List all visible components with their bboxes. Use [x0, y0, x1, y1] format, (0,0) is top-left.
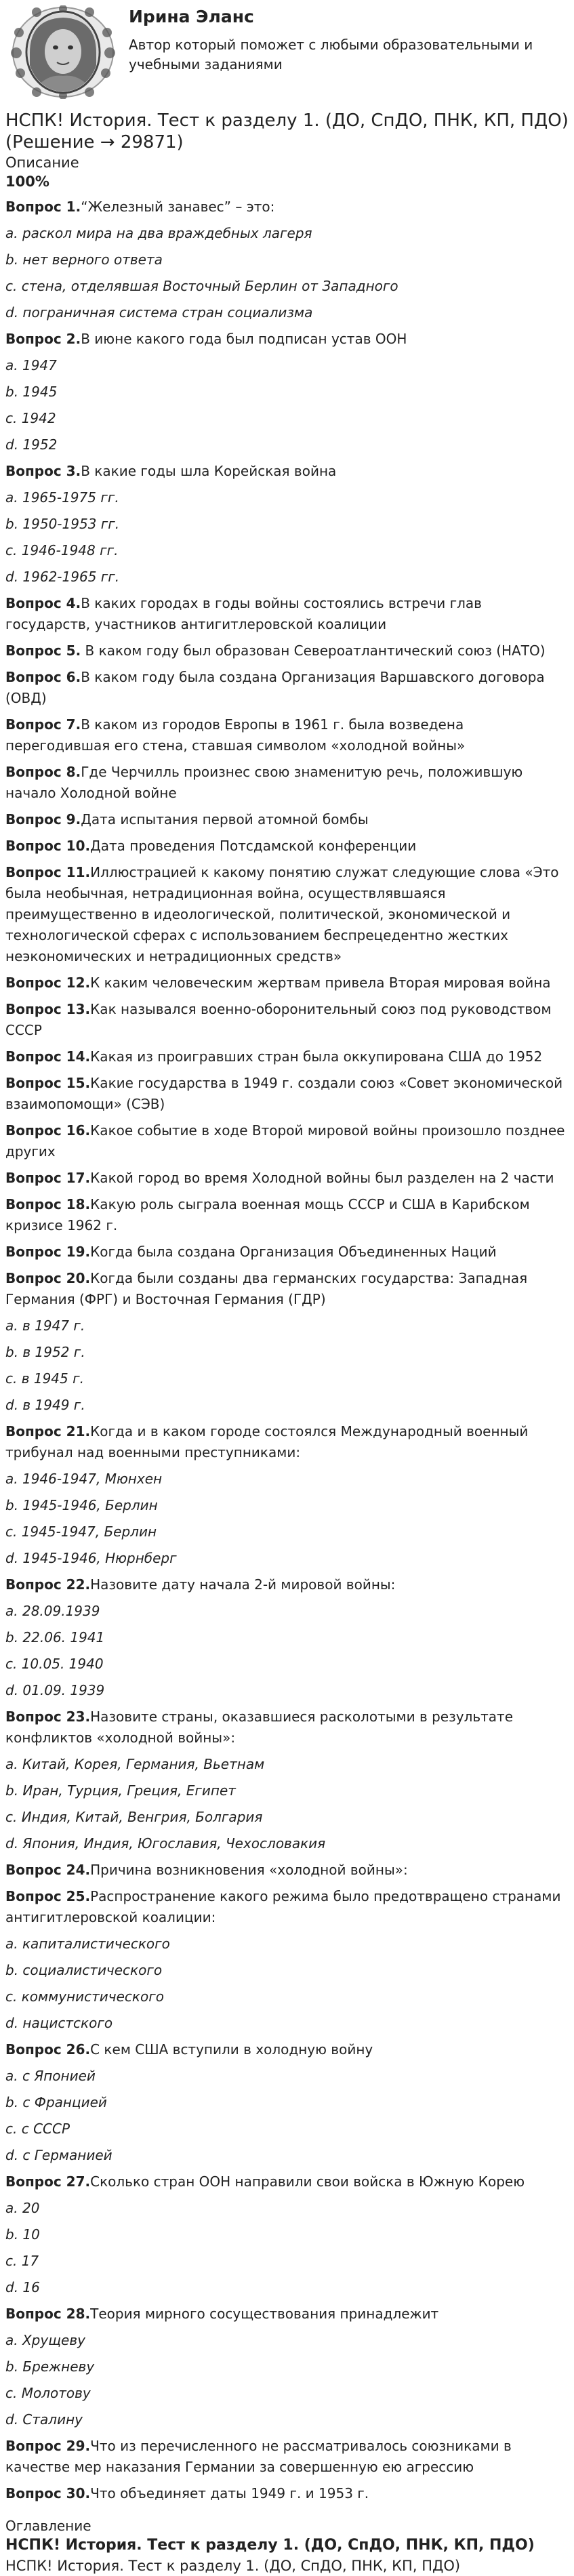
- question-3: [5, 461, 569, 482]
- answer-option: d. с Германией: [5, 2147, 112, 2163]
- question-text: Назовите дату начала 2-й мировой войны:: [90, 1576, 396, 1593]
- answer-option: a. Китай, Корея, Германия, Вьетнам: [5, 1756, 265, 1772]
- answer-option: b. 10: [5, 2226, 40, 2243]
- question-text: Где Черчилль произнес свою знаменитую речь, положившую начало Холодной войне: [5, 764, 523, 801]
- question-label: Вопрос 11.: [5, 864, 91, 880]
- toc-item[interactable]: НСПК! История. Тест к разделу 1. (ДО, СпДО, ПНК, КП, ПДО): [5, 2558, 461, 2574]
- author-description: Автор который поможет с любыми образовательными и учебными заданиями: [129, 37, 533, 73]
- question-text: Дата проведения Потсдамской конференции: [90, 838, 417, 854]
- answer-option: b. с Францией: [5, 2094, 107, 2110]
- answer-option: c. стена, отделявшая Восточный Берлин от Западного: [5, 278, 398, 294]
- answer-option: c. 17: [5, 2253, 39, 2269]
- question-text: “Железный занавес” – это:: [81, 199, 275, 215]
- question-label: Вопрос 14.: [5, 1048, 91, 1065]
- question-13: [5, 999, 569, 1041]
- description-label: Описание: [5, 155, 79, 171]
- answer-option: a. 1965-1975 гг.: [5, 489, 119, 506]
- answer-option: b. Иран, Турция, Греция, Египет: [5, 1782, 236, 1799]
- answer-option: d. Япония, Индия, Югославия, Чехословакия: [5, 1835, 326, 1852]
- answer-option: d. 1962-1965 гг.: [5, 569, 120, 585]
- question-text: Назовите страны, оказавшиеся расколотыми в результате конфликтов «холодной войны»:: [5, 1709, 514, 1746]
- question-25: [5, 1886, 569, 1928]
- question-text: Какая из проигравших стран была оккупирована США до 1952: [90, 1048, 543, 1065]
- question-text: К каким человеческим жертвам привела Вторая мировая война: [90, 975, 551, 991]
- question-1: [5, 197, 569, 218]
- question-4: [5, 593, 569, 635]
- question-14: [5, 1046, 569, 1067]
- question-15: [5, 1073, 569, 1115]
- answer-option: d. нацистского: [5, 2015, 113, 2031]
- question-22: [5, 1574, 569, 1595]
- question-text: В каких городах в годы войны состоялись встречи глав государств, участников антигитлеровской коалиции: [5, 595, 482, 632]
- answer-option: c. в 1945 г.: [5, 1370, 84, 1387]
- author-info: [129, 5, 535, 75]
- question-text: Сколько стран ООН направили свои войска в Южную Корею: [90, 2173, 525, 2190]
- question-text: Иллюстрацией к какому понятию служат следующие слова «Это была необычная, нетрадиционная война, осуществлявшаяся преимущественно в идеологической, политической, экономической и технологической сферах с использованием беспрецедентно жестких неэкономических и нетрадиционных средств»: [5, 864, 559, 964]
- author-avatar: [9, 5, 117, 99]
- question-30: [5, 2483, 569, 2504]
- question-text: Какую роль сыграла военная мощь СССР и США в Карибском кризисе 1962 г.: [5, 1196, 530, 1233]
- answer-option: a. с Японией: [5, 2068, 96, 2084]
- question-23: [5, 1706, 569, 1749]
- answer-option: b. нет верного ответа: [5, 251, 163, 268]
- question-16: [5, 1120, 569, 1162]
- answer-option: d. 1952: [5, 436, 58, 453]
- question-label: Вопрос 29.: [5, 2438, 91, 2454]
- answer-option: a. раскол мира на два враждебных лагеря: [5, 225, 312, 241]
- question-label: Вопрос 9.: [5, 811, 81, 827]
- question-text: Какой город во время Холодной войны был разделен на 2 части: [90, 1170, 554, 1186]
- answer-option: d. 16: [5, 2279, 40, 2295]
- question-label: Вопрос 13.: [5, 1001, 91, 1017]
- question-label: Вопрос 6.: [5, 669, 81, 685]
- answer-option: a. капиталистического: [5, 1936, 170, 1952]
- author-block: [5, 5, 569, 107]
- question-19: [5, 1242, 569, 1263]
- question-text: Что из перечисленного не рассматривалось союзниками в качестве мер наказания Германии за совершенную ею агрессию: [5, 2438, 512, 2475]
- question-text: В каком из городов Европы в 1961 г. была возведена перегодившая его стена, ставшая символом «холодной войны»: [5, 716, 466, 754]
- question-label: Вопрос 4.: [5, 595, 81, 611]
- question-2: [5, 329, 569, 350]
- question-label: Вопрос 2.: [5, 331, 81, 347]
- question-9: [5, 809, 569, 830]
- question-text: Какое событие в ходе Второй мировой войны произошло позднее других: [5, 1122, 565, 1160]
- answer-option: b. в 1952 г.: [5, 1344, 85, 1360]
- answer-option: c. 1942: [5, 410, 56, 426]
- question-7: [5, 714, 569, 756]
- question-18: [5, 1194, 569, 1236]
- answer-option: d. 1945-1946, Нюрнберг: [5, 1550, 177, 1566]
- question-6: [5, 667, 569, 709]
- question-text: В каком году была создана Организация Варшавского договора (ОВД): [5, 669, 545, 706]
- answer-option: d. 01.09. 1939: [5, 1682, 105, 1698]
- answer-option: a. 1947: [5, 357, 57, 373]
- document-title: НСПК! История. Тест к разделу 1. (ДО, СпДО, ПНК, КП, ПДО) (Решение → 29871): [5, 110, 569, 152]
- question-text: В июне какого года был подписан устав ООН: [81, 331, 407, 347]
- question-label: Вопрос 26.: [5, 2041, 91, 2058]
- question-text: Как назывался военно-оборонительный союз под руководством СССР: [5, 1001, 552, 1038]
- question-text: С кем США вступили в холодную войну: [90, 2041, 373, 2058]
- question-label: Вопрос 20.: [5, 1270, 91, 1286]
- answer-option: c. 1945-1947, Берлин: [5, 1524, 157, 1540]
- question-text: Когда была создана Организация Объединенных Наций: [90, 1244, 497, 1260]
- question-label: Вопрос 25.: [5, 1888, 91, 1904]
- author-name[interactable]: Ирина Эланс: [129, 7, 254, 26]
- toc-heading[interactable]: НСПК! История. Тест к разделу 1. (ДО, СпДО, ПНК, КП, ПДО): [5, 2537, 535, 2554]
- question-text: В какие годы шла Корейская война: [81, 463, 337, 479]
- question-label: Вопрос 3.: [5, 463, 81, 479]
- question-label: Вопрос 8.: [5, 764, 81, 780]
- answer-option: a. в 1947 г.: [5, 1317, 85, 1334]
- question-label: Вопрос 7.: [5, 716, 81, 733]
- question-label: Вопрос 22.: [5, 1576, 91, 1593]
- answer-option: b. 22.06. 1941: [5, 1629, 105, 1645]
- question-24: [5, 1860, 569, 1881]
- question-29: [5, 2436, 569, 2478]
- question-12: [5, 973, 569, 994]
- question-text: Что объединяет даты 1949 г. и 1953 г.: [90, 2485, 369, 2501]
- question-text: Когда были созданы два германских государства: Западная Германия (ФРГ) и Восточная Германия (ГДР): [5, 1270, 528, 1307]
- answer-option: d. в 1949 г.: [5, 1397, 85, 1413]
- answer-option: d. Сталину: [5, 2411, 83, 2428]
- toc-label: Оглавление: [5, 2518, 91, 2534]
- question-label: Вопрос 18.: [5, 1196, 91, 1212]
- answer-option: c. Индия, Китай, Венгрия, Болгария: [5, 1809, 263, 1825]
- answer-option: b. 1950-1953 гг.: [5, 516, 120, 532]
- answer-option: b. 1945-1946, Берлин: [5, 1497, 158, 1513]
- question-text: Какие государства в 1949 г. создали союз «Совет экономической взаимопомощи» (СЭВ): [5, 1075, 563, 1112]
- question-label: Вопрос 10.: [5, 838, 91, 854]
- question-26: [5, 2039, 569, 2060]
- answer-option: c. коммунистического: [5, 1988, 164, 2005]
- question-text: Распространение какого режима было предотвращено странами антигитлеровской коалиции:: [5, 1888, 561, 1925]
- question-20: [5, 1268, 569, 1310]
- answer-option: a. 28.09.1939: [5, 1603, 100, 1619]
- question-28: [5, 2304, 569, 2325]
- answer-option: d. пограничная система стран социализма: [5, 304, 313, 321]
- answer-option: b. Брежневу: [5, 2358, 95, 2375]
- question-label: Вопрос 12.: [5, 975, 91, 991]
- question-label: Вопрос 21.: [5, 1423, 91, 1439]
- questions-list: [5, 197, 569, 2504]
- question-27: [5, 2171, 569, 2192]
- question-text: Дата испытания первой атомной бомбы: [81, 811, 369, 827]
- question-label: Вопрос 19.: [5, 1244, 91, 1260]
- score: 100%: [5, 173, 49, 190]
- question-label: Вопрос 17.: [5, 1170, 91, 1186]
- answer-option: b. 1945: [5, 384, 58, 400]
- answer-option: a. 20: [5, 2200, 40, 2216]
- question-label: Вопрос 15.: [5, 1075, 91, 1091]
- question-label: Вопрос 1.: [5, 199, 81, 215]
- question-label: Вопрос 27.: [5, 2173, 91, 2190]
- question-11: [5, 862, 569, 967]
- answer-option: c. Молотову: [5, 2385, 91, 2401]
- question-21: [5, 1421, 569, 1463]
- question-5: [5, 640, 569, 661]
- question-label: Вопрос 28.: [5, 2306, 91, 2322]
- question-label: Вопрос 23.: [5, 1709, 91, 1725]
- question-label: Вопрос 5.: [5, 642, 81, 659]
- question-text: Теория мирного сосуществования принадлежит: [90, 2306, 439, 2322]
- answer-option: b. социалистического: [5, 1962, 163, 1978]
- question-label: Вопрос 16.: [5, 1122, 91, 1139]
- question-label: Вопрос 24.: [5, 1862, 91, 1878]
- answer-option: c. 10.05. 1940: [5, 1656, 104, 1672]
- question-17: [5, 1168, 569, 1189]
- question-text: В каком году был образован Североатлантический союз (НАТО): [81, 642, 546, 659]
- question-label: Вопрос 30.: [5, 2485, 91, 2501]
- question-text: Когда и в каком городе состоялся Международный военный трибунал над военными преступниками:: [5, 1423, 529, 1460]
- answer-option: a. 1946-1947, Мюнхен: [5, 1471, 163, 1487]
- answer-option: c. 1946-1948 гг.: [5, 542, 119, 558]
- answer-option: a. Хрущеву: [5, 2332, 85, 2348]
- question-8: [5, 762, 569, 804]
- question-text: Причина возникновения «холодной войны»:: [90, 1862, 408, 1878]
- question-10: [5, 836, 569, 857]
- answer-option: c. с СССР: [5, 2121, 70, 2137]
